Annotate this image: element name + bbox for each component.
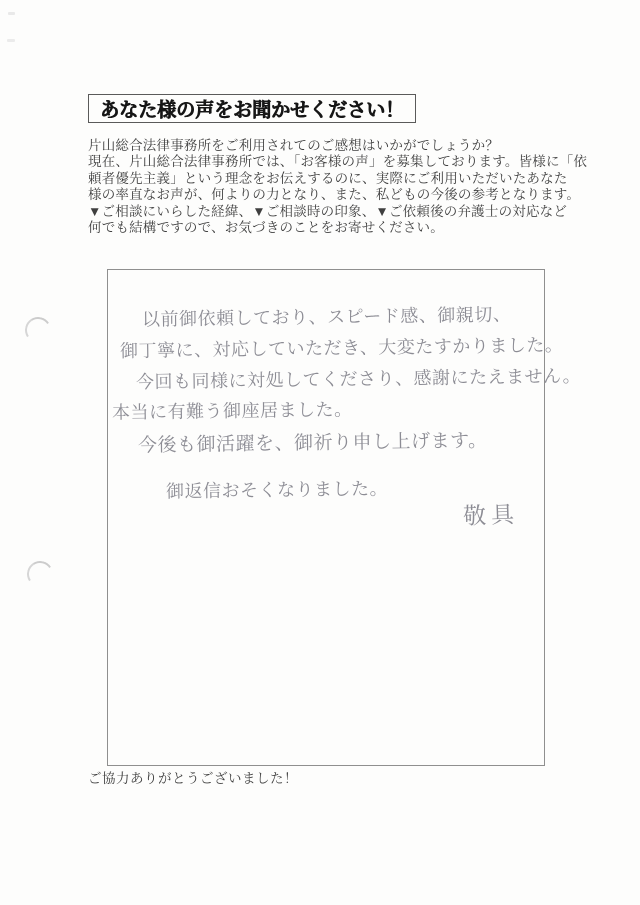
intro-line: ▼ご相談にいらした経緯、▼ご相談時の印象、▼ご依頼後の弁護士の対応など [88, 203, 568, 219]
hole-punch-mark [25, 559, 56, 590]
handwritten-line: 今回も同様に対処してくださり、感謝にたえません。 [135, 365, 582, 393]
handwritten-line: 御返信おそくなりました。 [165, 478, 389, 502]
form-title-box [88, 94, 416, 123]
handwritten-line: 今後も御活躍を、御祈り申し上げます。 [137, 430, 488, 457]
handwritten-signoff: 敬具 [462, 501, 520, 529]
page-title: あなた様の声をお聞かせください！ [99, 99, 404, 122]
intro-line: 何でも結構ですので、お気づきのことをお寄せください。 [88, 220, 444, 236]
hole-punch-mark [23, 315, 54, 346]
intro-line: 頼者優先主義」という理念をお伝えするのに、実際にご利用いただいたあなた [88, 170, 568, 186]
scan-artifact-mark [8, 12, 15, 15]
intro-line: 片山総合法律事務所をご利用されてのご感想はいかがでしょうか？ [88, 138, 499, 153]
handwritten-line: 御丁寧に、対応していただき、大変たすかりました。 [119, 334, 564, 362]
handwritten-line: 以前御依頼しており、スピード感、御親切、 [141, 304, 512, 330]
footer-thanks-message: ご協力ありがとうございました！ [88, 771, 298, 786]
intro-paragraph [88, 138, 588, 236]
handwritten-line: 本当に有難う御座居ました。 [111, 399, 353, 423]
intro-line: 様の率直なお声が、何よりの力となり、また、私どもの今後の参考となります。 [88, 187, 581, 203]
intro-line: 現在、片山総合法律事務所では、「お客様の声」を募集しております。皆様に「依 [88, 154, 588, 170]
scan-artifact-mark [7, 39, 15, 42]
